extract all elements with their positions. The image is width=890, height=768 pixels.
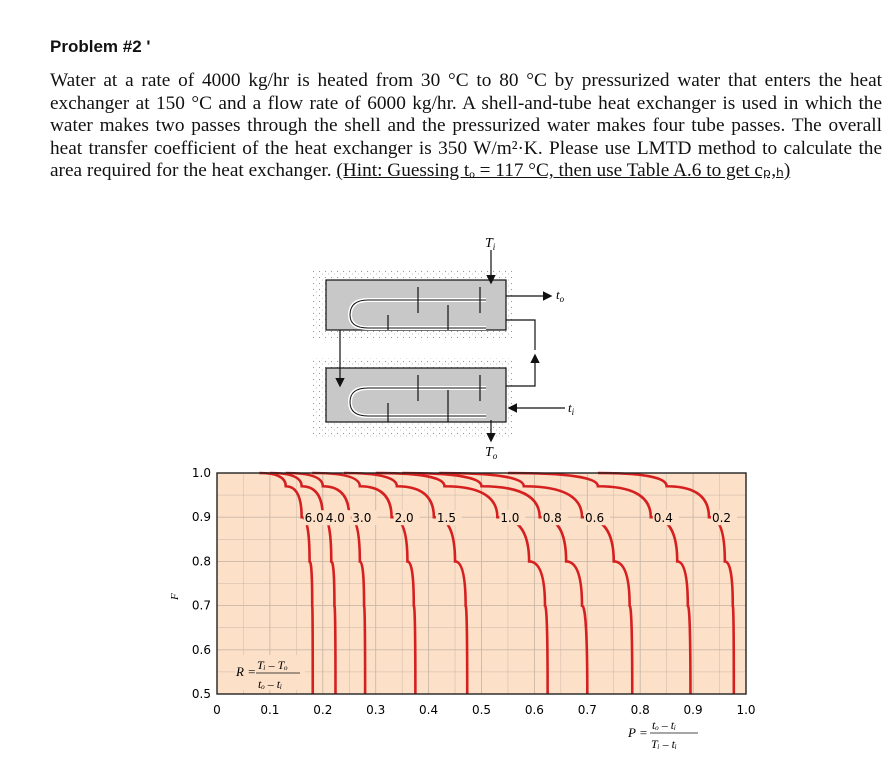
label-to: $t_o$	[556, 287, 565, 304]
problem-text: Water at a rate of 4000 kg/hr is heated from 30 °C to 80 °C by pressurized water that enters the heat exchanger at 150 °C and a flow rate of 6000 kg/hr. A shell-and-tube heat exchanger is used in which the water makes two passes through the shell and the pressurized water makes four tube passes. The overall heat transfer coefficient of the heat exchanger is 350 W/m²·K. Please use LMTD method to calculate the area required for the heat exchanger.	[50, 70, 882, 182]
svg-text:tₒ – tᵢ: tₒ – tᵢ	[652, 718, 676, 732]
label-To: $T_o$	[485, 445, 498, 461]
x-tick-label: 0	[213, 703, 221, 717]
label-ti: $t_i$	[568, 400, 575, 417]
svg-text:Tᵢ – Tₒ: Tᵢ – Tₒ	[257, 658, 288, 672]
label-Ti: $T_i$	[485, 236, 496, 252]
series-label-4.0: 4.0	[325, 511, 345, 526]
y-tick-label: 0.8	[191, 554, 211, 569]
series-label-6.0: 6.0	[304, 511, 324, 526]
svg-text:Tᵢ – tᵢ: Tᵢ – tᵢ	[651, 737, 677, 751]
series-label-2.0: 2.0	[394, 511, 414, 526]
problem-hint: (Hint: Guessing tₒ = 117 °C, then use Table A.6 to get cₚ,ₕ)	[336, 160, 791, 182]
x-tick-labels	[213, 703, 755, 717]
series-label-0.2: 0.2	[711, 511, 732, 526]
x-tick-label: 0.5	[471, 703, 492, 717]
y-tick-label: 0.5	[191, 687, 211, 701]
series-label-0.4: 0.4	[653, 511, 673, 526]
x-tick-label: 0.6	[524, 703, 544, 717]
x-tick-label: 0.8	[630, 703, 650, 717]
r-formula	[235, 655, 305, 691]
svg-text:R =: R =	[236, 664, 256, 679]
series-label-3.0: 3.0	[352, 511, 372, 526]
y-tick-label: 0.6	[191, 642, 211, 657]
series-label-0.6: 0.6	[585, 511, 605, 526]
heat-exchanger-schematic	[313, 236, 575, 461]
svg-text:P =: P =	[628, 725, 648, 740]
series-label-0.8: 0.8	[542, 511, 562, 526]
series-label-1.0: 1.0	[500, 511, 520, 526]
x-tick-label: 0.9	[683, 703, 703, 717]
x-tick-label: 0.2	[313, 703, 333, 717]
series-labels	[304, 510, 737, 525]
y-tick-label: 0.9	[191, 510, 211, 525]
x-tick-label: 0.4	[419, 703, 439, 717]
y-axis-label: F	[169, 593, 181, 600]
x-tick-label: 0.1	[260, 703, 280, 717]
svg-text:tₒ – tᵢ: tₒ – tᵢ	[258, 677, 282, 691]
x-tick-label: 1.0	[736, 703, 756, 717]
problem-title: Problem #2 '	[50, 37, 151, 56]
series-label-1.5: 1.5	[436, 511, 456, 526]
x-tick-label: 0.7	[577, 703, 597, 717]
correction-factor-chart	[169, 466, 756, 751]
y-tick-label: 1.0	[191, 466, 211, 480]
x-tick-label: 0.3	[366, 703, 386, 717]
y-tick-label: 0.7	[191, 598, 211, 613]
p-formula	[627, 718, 698, 751]
y-tick-labels	[192, 466, 211, 701]
